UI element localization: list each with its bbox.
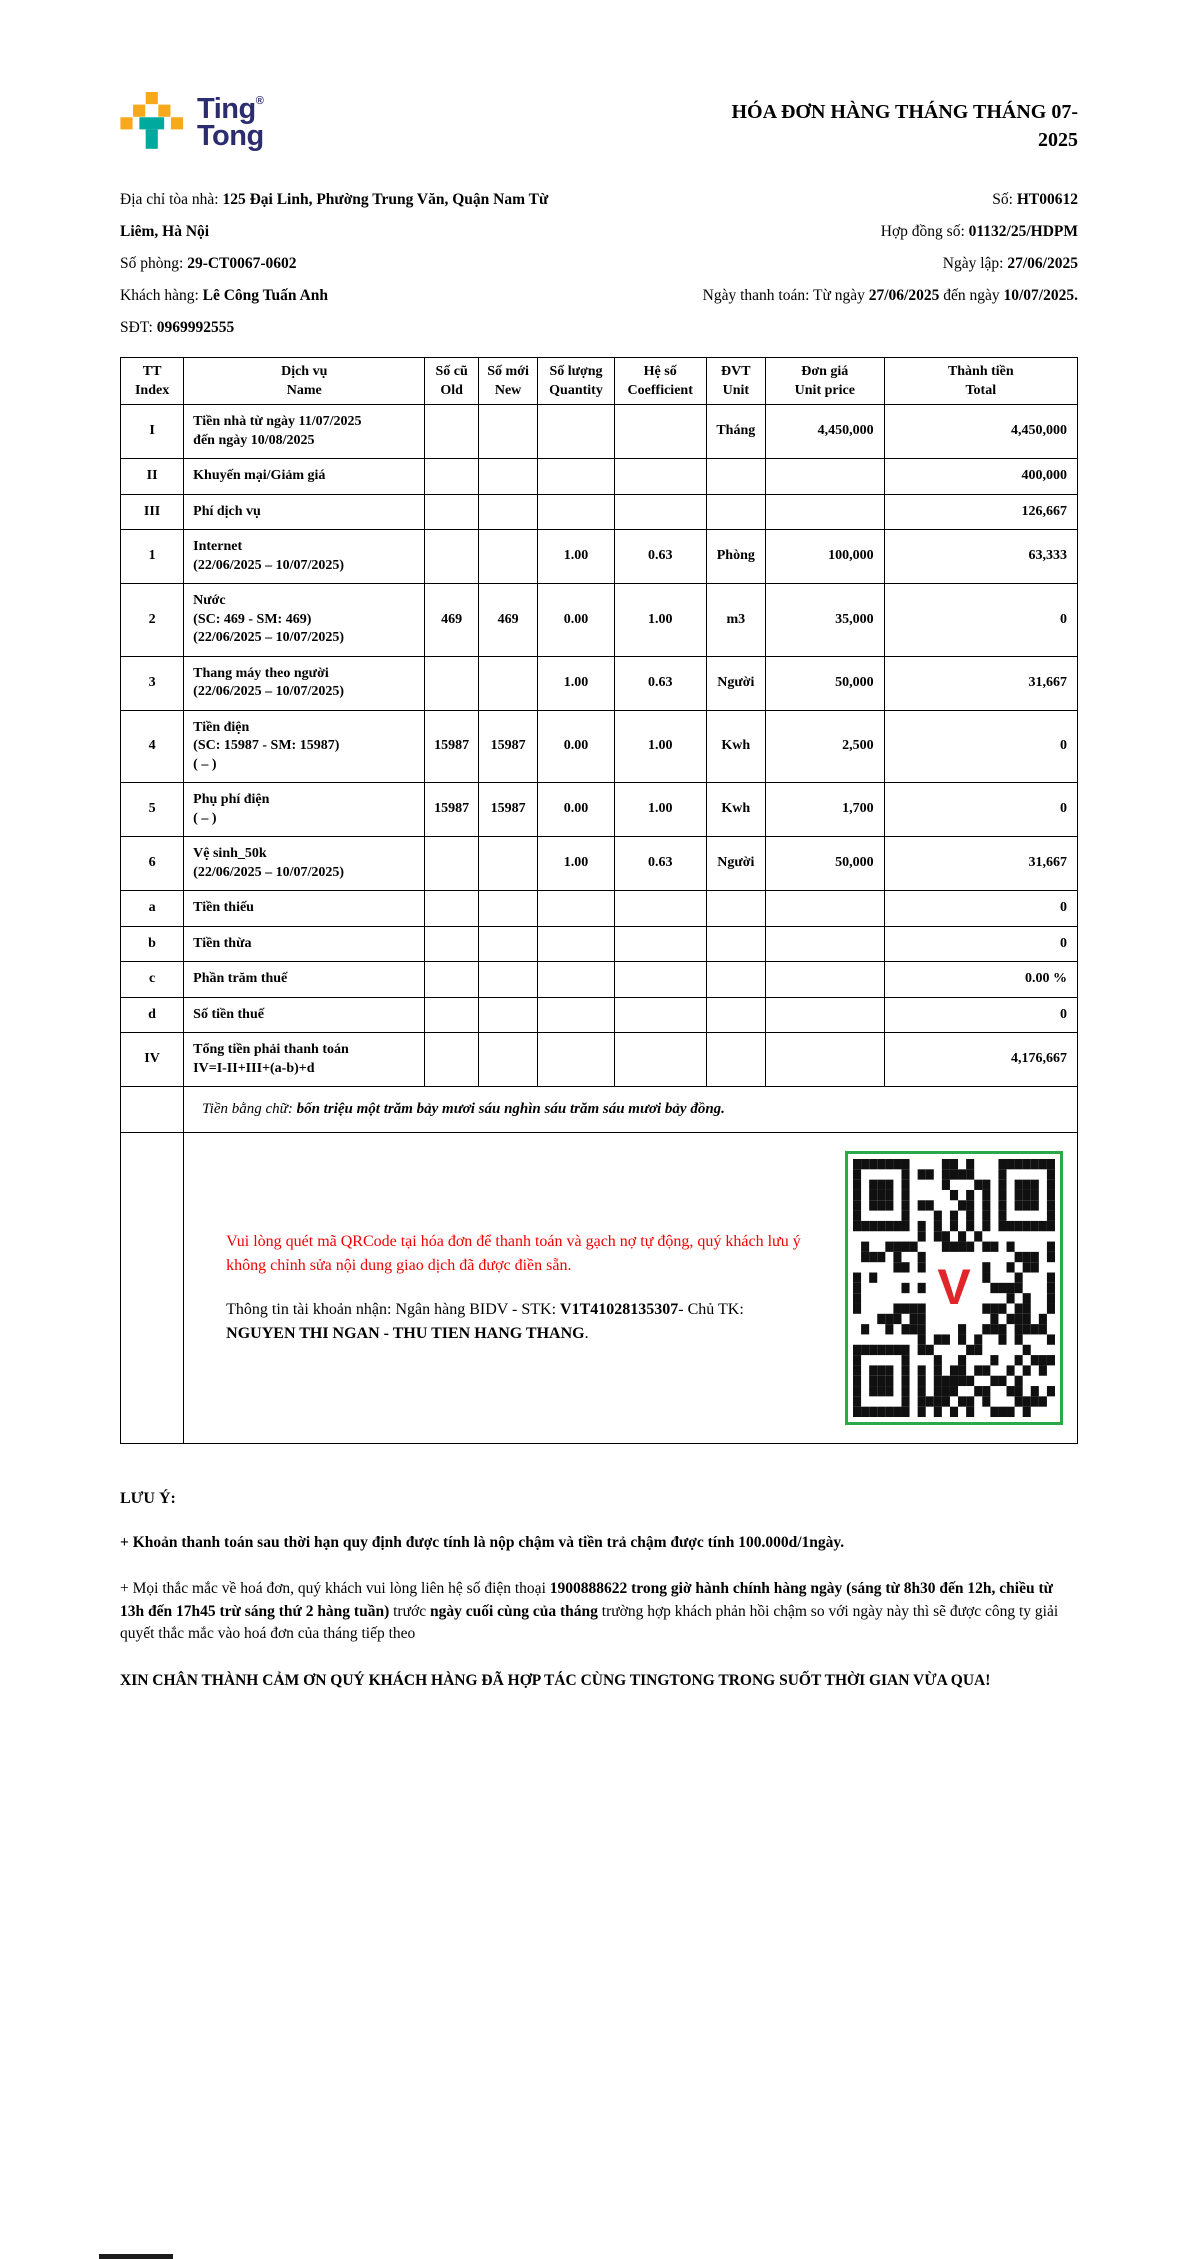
notes-heading: LƯU Ý: <box>120 1489 176 1507</box>
brand-name <box>197 93 264 152</box>
invoice-info-right <box>656 184 1078 344</box>
table-row: d Số tiền thuế 0 <box>121 997 1078 1033</box>
qr-code <box>845 1151 1063 1425</box>
table-row: I Tiền nhà từ ngày 11/07/2025 đến ngày 10/08/2025 Tháng 4,450,000 4,450,000 <box>121 405 1078 459</box>
table-row: 5 Phụ phí điện ( – ) 15987 15987 0.00 1.00 Kwh 1,700 0 <box>121 783 1078 837</box>
invoice-title <box>708 98 1078 154</box>
notes-section <box>120 1490 1078 1693</box>
column-header: Số mới New <box>478 358 537 405</box>
column-header: Hệ số Coefficient <box>614 358 706 405</box>
note-item: + Mọi thắc mắc về hoá đơn, quý khách vui lòng liên hệ số điện thoại 1900888622 trong giờ hành chính hàng ngày (sáng từ 8h30 đến 12h, chiều từ 13h đến 17h45 trừ sáng thứ 2 hàng tuần) trước ngày cuối cùng của tháng trường hợp khách phản hồi chậm so với ngày này thì sẽ được công ty giải quyết thắc mắc vào hoá đơn của tháng tiếp theo <box>120 1580 1059 1642</box>
column-header: Đơn giá Unit price <box>765 358 884 405</box>
notes-list <box>120 1532 1078 1693</box>
table-row: II Khuyến mại/Giảm giá 400,000 <box>121 459 1078 495</box>
column-header: Thành tiền Total <box>884 358 1077 405</box>
note-item: + Khoản thanh toán sau thời hạn quy định được tính là nộp chậm và tiền trả chậm được tính 100.000d/1ngày. <box>120 1533 845 1551</box>
table-row: 2 Nước (SC: 469 - SM: 469) (22/06/2025 – 10/07/2025) 469 469 0.00 1.00 m3 35,000 0 <box>121 584 1078 657</box>
info-line: Hợp đồng số: 01132/25/HDPM <box>880 223 1078 240</box>
invoice-header <box>120 92 1078 160</box>
brand-name-bottom: Tong <box>197 120 264 152</box>
column-header: ĐVT Unit <box>706 358 765 405</box>
invoice-info <box>120 184 1078 344</box>
invoice-page <box>120 92 1078 1692</box>
invoice-info-left <box>120 184 656 344</box>
registered-mark: ® <box>255 95 264 107</box>
page-edge-mark <box>99 2254 173 2259</box>
table-row: c Phần trăm thuế 0.00 % <box>121 962 1078 998</box>
qr-logo-v-icon: V <box>937 1259 971 1316</box>
info-line: Ngày thanh toán: Từ ngày 27/06/2025 đến ngày 10/07/2025. <box>702 287 1078 304</box>
info-line: Ngày lập: 27/06/2025 <box>942 255 1078 272</box>
bank-account-info: Thông tin tài khoản nhận: Ngân hàng BIDV - STK: V1T41028135307- Chủ TK: NGUYEN THI NGAN - THU TIEN HANG THANG. <box>226 1300 744 1342</box>
info-line: Số: HT00612 <box>992 191 1078 208</box>
column-header: Số lượng Quantity <box>538 358 615 405</box>
tingtong-logo-icon <box>120 92 184 160</box>
column-header: TT Index <box>121 358 184 405</box>
note-item: XIN CHÂN THÀNH CẢM ƠN QUÝ KHÁCH HÀNG ĐÃ HỢP TÁC CÙNG TINGTONG TRONG SUỐT THỜI GIAN VỪA QUA! <box>120 1671 991 1689</box>
qr-payment-section <box>188 1141 1073 1435</box>
table-header-row <box>121 358 1078 405</box>
table-row: 6 Vệ sinh_50k (22/06/2025 – 10/07/2025) 1.00 0.63 Người 50,000 31,667 <box>121 837 1078 891</box>
amount-in-words: Tiền bằng chữ: bốn triệu một trăm bảy mươi sáu nghìn sáu trăm sáu mươi bảy đồng. <box>184 1087 1078 1133</box>
table-row: a Tiền thiếu 0 <box>121 891 1078 927</box>
qr-row <box>121 1132 1078 1443</box>
column-header: Dịch vụ Name <box>184 358 425 405</box>
info-line: SĐT: 0969992555 <box>120 319 235 336</box>
tingtong-logo <box>120 92 264 160</box>
column-header: Số cũ Old <box>425 358 479 405</box>
qr-payment-notice: Vui lòng quét mã QRCode tại hóa đơn để thanh toán và gạch nợ tự động, quý khách lưu ý không chỉnh sửa nội dung giao dịch đã được điền sẵn. <box>226 1232 801 1274</box>
invoice-title-line1: HÓA ĐƠN HÀNG THÁNG THÁNG 07- <box>731 101 1078 123</box>
table-row: b Tiền thừa 0 <box>121 926 1078 962</box>
info-line: Địa chỉ tòa nhà: 125 Đại Linh, Phường Trung Văn, Quận Nam Từ <box>120 191 549 208</box>
services-table <box>120 357 1078 1444</box>
table-row: 3 Thang máy theo người (22/06/2025 – 10/07/2025) 1.00 0.63 Người 50,000 31,667 <box>121 656 1078 710</box>
table-row: IV Tổng tiền phải thanh toán IV=I-II+III+(a-b)+d 4,176,667 <box>121 1033 1078 1087</box>
info-line: Số phòng: 29-CT0067-0602 <box>120 255 297 272</box>
invoice-title-line2: 2025 <box>1038 129 1078 151</box>
table-row: 1 Internet (22/06/2025 – 10/07/2025) 1.00 0.63 Phòng 100,000 63,333 <box>121 530 1078 584</box>
info-line: Khách hàng: Lê Công Tuấn Anh <box>120 287 329 304</box>
table-row: III Phí dịch vụ 126,667 <box>121 494 1078 530</box>
brand-name-top: Ting <box>197 93 256 125</box>
qr-code-pattern <box>853 1159 1055 1417</box>
info-line: Liêm, Hà Nội <box>120 223 210 240</box>
table-row: 4 Tiền điện (SC: 15987 - SM: 15987) ( – ) 15987 15987 0.00 1.00 Kwh 2,500 0 <box>121 710 1078 783</box>
amount-in-words-row <box>121 1087 1078 1133</box>
